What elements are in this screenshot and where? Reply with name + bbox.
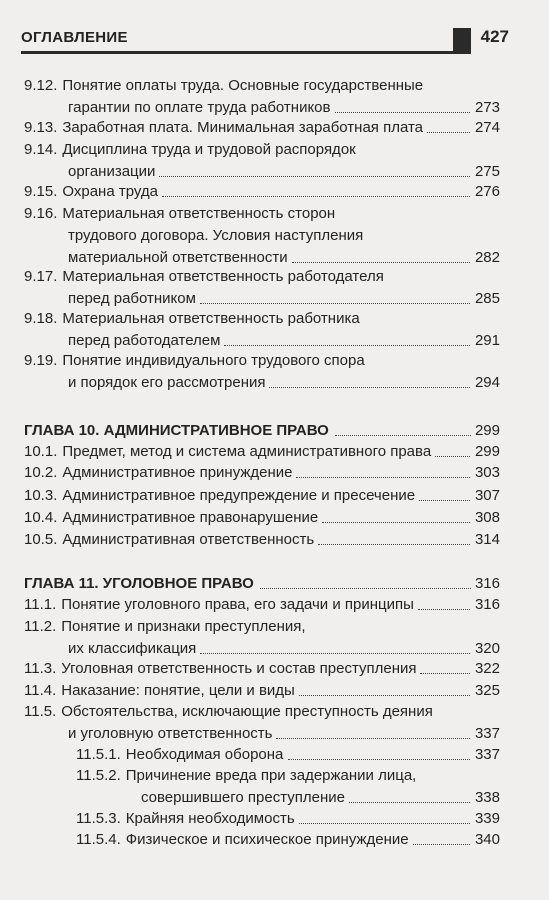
- entry-page-number: 316: [473, 594, 500, 616]
- entry-title-text: и уголовную ответственность: [68, 725, 273, 742]
- toc-entry[interactable]: [24, 529, 500, 551]
- entry-number: 9.16.: [24, 205, 58, 222]
- entry-page-number: 285: [473, 288, 500, 310]
- entry-line: [24, 507, 500, 529]
- entry-number: 11.1.: [24, 596, 57, 613]
- entry-line: [24, 203, 500, 225]
- entry-title-text: Дисциплина труда и трудовой распорядок: [62, 141, 356, 158]
- dot-leader: [269, 387, 470, 388]
- chapter-title: ГЛАВА 11. УГОЛОВНОЕ ПРАВО: [24, 575, 254, 592]
- dot-leader: [296, 477, 470, 478]
- entry-title-text: Причинение вреда при задержании лица,: [125, 767, 417, 784]
- dot-leader: [335, 435, 471, 436]
- entry-number: 9.17.: [24, 268, 58, 285]
- toc-entry[interactable]: [24, 658, 500, 680]
- entry-line: [76, 765, 500, 787]
- entry-title-text: Административное принуждение: [62, 464, 293, 481]
- entry-page-number: 339: [473, 808, 500, 830]
- entry-line: [24, 441, 500, 463]
- chapter-heading[interactable]: [24, 420, 500, 442]
- entry-title-text: и порядок его рассмотрения: [68, 374, 266, 391]
- toc-entry[interactable]: [24, 680, 500, 702]
- entry-number: 11.5.2.: [76, 767, 121, 784]
- toc-entry[interactable]: [24, 616, 500, 660]
- entry-title-text: Понятие и признаки преступления,: [61, 618, 306, 635]
- entry-page-number: 282: [473, 247, 500, 269]
- entry-number: 9.18.: [24, 310, 58, 327]
- toc-entry[interactable]: [24, 117, 500, 139]
- entry-title-text: Понятие оплаты труда. Основные государственные: [62, 77, 424, 94]
- entry-line: [24, 485, 500, 507]
- toc-entry[interactable]: [24, 139, 500, 183]
- chapter-heading[interactable]: [24, 573, 500, 595]
- entry-line: [24, 288, 500, 310]
- entry-title-text: Материальная ответственность сторон: [62, 205, 336, 222]
- running-header-title: ОГЛАВЛЕНИЕ: [21, 29, 128, 46]
- entry-title-text: Физическое и психическое принуждение: [125, 831, 409, 848]
- entry-title-text: Материальная ответственность работодателя: [62, 268, 384, 285]
- toc-entry[interactable]: [24, 485, 500, 507]
- entry-title-text: Обстоятельства, исключающие преступность деяния: [61, 703, 433, 720]
- entry-number: 11.5.3.: [76, 810, 121, 827]
- toc-entry[interactable]: [24, 507, 500, 529]
- entry-number: 9.14.: [24, 141, 58, 158]
- toc-entry[interactable]: [24, 266, 500, 310]
- entry-title-text: перед работником: [68, 290, 196, 307]
- entry-page-number: 294: [473, 372, 500, 394]
- entry-page-number: 314: [473, 529, 500, 551]
- entry-line: [24, 97, 500, 119]
- dot-leader: [299, 695, 470, 696]
- entry-number: 10.4.: [24, 509, 58, 526]
- entry-page-number: 274: [473, 117, 500, 139]
- entry-number: 10.5.: [24, 531, 58, 548]
- entry-number: 11.5.1.: [76, 746, 121, 763]
- entry-number: 11.5.4.: [76, 831, 121, 848]
- entry-title-text: совершившего преступление: [141, 789, 345, 806]
- chapter-page-number: 316: [473, 573, 500, 595]
- entry-number: 11.2.: [24, 618, 57, 635]
- toc-subentry[interactable]: [76, 808, 500, 830]
- entry-line: [24, 638, 500, 660]
- dot-leader: [162, 196, 470, 197]
- entry-page-number: 275: [473, 161, 500, 183]
- toc-entry[interactable]: [24, 441, 500, 463]
- entry-title-text: перед работодателем: [68, 332, 221, 349]
- entry-page-number: 338: [473, 787, 500, 809]
- dot-leader: [413, 844, 470, 845]
- entry-line: [24, 462, 500, 484]
- entry-title-text: Административное правонарушение: [62, 509, 319, 526]
- entry-number: 9.13.: [24, 119, 58, 136]
- entry-line: [76, 787, 500, 809]
- entry-page-number: 320: [473, 638, 500, 660]
- chapter-title: ГЛАВА 10. АДМИНИСТРАТИВНОЕ ПРАВО: [24, 422, 329, 439]
- dot-leader: [435, 456, 470, 457]
- toc-subentry[interactable]: [76, 765, 500, 809]
- page-number: 427: [480, 27, 509, 46]
- entry-page-number: 299: [473, 441, 500, 463]
- entry-page-number: 307: [473, 485, 500, 507]
- entry-title-text: Наказание: понятие, цели и виды: [61, 682, 295, 699]
- dot-leader: [159, 176, 470, 177]
- dot-leader: [322, 522, 470, 523]
- dot-leader: [419, 500, 470, 501]
- chapter-page-number: 299: [473, 420, 500, 442]
- entry-line: [76, 744, 500, 766]
- entry-page-number: 291: [473, 330, 500, 352]
- entry-title-text: Понятие уголовного права, его задачи и принципы: [61, 596, 414, 613]
- dot-leader: [288, 759, 470, 760]
- dot-leader: [276, 738, 470, 739]
- entry-title-text: материальной ответственности: [68, 249, 288, 266]
- dot-leader: [200, 303, 470, 304]
- entry-title-text: Крайняя необходимость: [125, 810, 295, 827]
- dot-leader: [349, 802, 470, 803]
- entry-title-text: гарантии по оплате труда работников: [68, 99, 331, 116]
- dot-leader: [318, 544, 470, 545]
- dot-leader: [427, 132, 470, 133]
- dot-leader: [224, 345, 470, 346]
- dot-leader: [200, 653, 470, 654]
- entry-line: [76, 808, 500, 830]
- entry-title-text: Понятие индивидуального трудового спора: [62, 352, 365, 369]
- entry-title-text: Предмет, метод и система административного права: [62, 443, 432, 460]
- entry-line: [24, 594, 500, 616]
- entry-number: 11.3.: [24, 660, 57, 677]
- entry-line: [76, 829, 500, 851]
- dot-leader: [299, 823, 470, 824]
- entry-line: [24, 139, 500, 161]
- entry-title-text: Административная ответственность: [62, 531, 315, 548]
- entry-number: 11.4.: [24, 682, 57, 699]
- toc-entry[interactable]: [24, 462, 500, 484]
- entry-line: [24, 330, 500, 352]
- entry-title-text: Уголовная ответственность и состав преступления: [61, 660, 417, 677]
- entry-title-text: Административное предупреждение и пресечение: [62, 487, 416, 504]
- entry-line: [24, 161, 500, 183]
- entry-line: [24, 658, 500, 680]
- entry-number: 11.5.: [24, 703, 57, 720]
- entry-line: [24, 616, 500, 638]
- entry-line: [24, 350, 500, 372]
- toc-entry[interactable]: [24, 203, 500, 269]
- entry-line: [24, 529, 500, 551]
- dot-leader: [335, 112, 470, 113]
- entry-title-text: Охрана труда: [62, 183, 158, 200]
- entry-title-text: их классификация: [68, 640, 197, 657]
- entry-page-number: 340: [473, 829, 500, 851]
- entry-line: [24, 723, 500, 745]
- entry-number: 9.12.: [24, 77, 58, 94]
- entry-page-number: 325: [473, 680, 500, 702]
- dot-leader: [292, 262, 470, 263]
- dot-leader: [260, 588, 471, 589]
- entry-line: [24, 75, 500, 97]
- entry-line: [24, 308, 500, 330]
- dot-leader: [420, 673, 470, 674]
- entry-number: 10.2.: [24, 464, 58, 481]
- toc-subentry[interactable]: [76, 829, 500, 851]
- entry-line: [24, 266, 500, 288]
- entry-line: [24, 680, 500, 702]
- entry-number: 9.19.: [24, 352, 58, 369]
- toc-entry[interactable]: [24, 350, 500, 394]
- entry-page-number: 322: [473, 658, 500, 680]
- toc-entry[interactable]: [24, 308, 500, 352]
- entry-page-number: 276: [473, 181, 500, 203]
- entry-line: [24, 117, 500, 139]
- entry-line: [24, 225, 500, 247]
- entry-number: 10.3.: [24, 487, 58, 504]
- entry-title-text: Материальная ответственность работника: [62, 310, 360, 327]
- entry-title-text: трудового договора. Условия наступления: [68, 227, 364, 244]
- entry-page-number: 308: [473, 507, 500, 529]
- entry-page-number: 303: [473, 462, 500, 484]
- toc-entry[interactable]: [24, 594, 500, 616]
- entry-page-number: 273: [473, 97, 500, 119]
- toc-subentry[interactable]: [76, 744, 500, 766]
- entry-title-text: организации: [68, 163, 156, 180]
- entry-title-text: Заработная плата. Минимальная заработная плата: [62, 119, 424, 136]
- toc-entry[interactable]: [24, 181, 500, 203]
- toc-entry[interactable]: [24, 701, 500, 745]
- entry-page-number: 337: [473, 723, 500, 745]
- dot-leader: [418, 609, 470, 610]
- entry-page-number: 337: [473, 744, 500, 766]
- entry-number: 10.1.: [24, 443, 58, 460]
- toc-entry[interactable]: [24, 75, 500, 119]
- entry-line: [24, 372, 500, 394]
- entry-title-text: Необходимая оборона: [125, 746, 284, 763]
- entry-line: [24, 701, 500, 723]
- entry-line: [24, 181, 500, 203]
- entry-number: 9.15.: [24, 183, 58, 200]
